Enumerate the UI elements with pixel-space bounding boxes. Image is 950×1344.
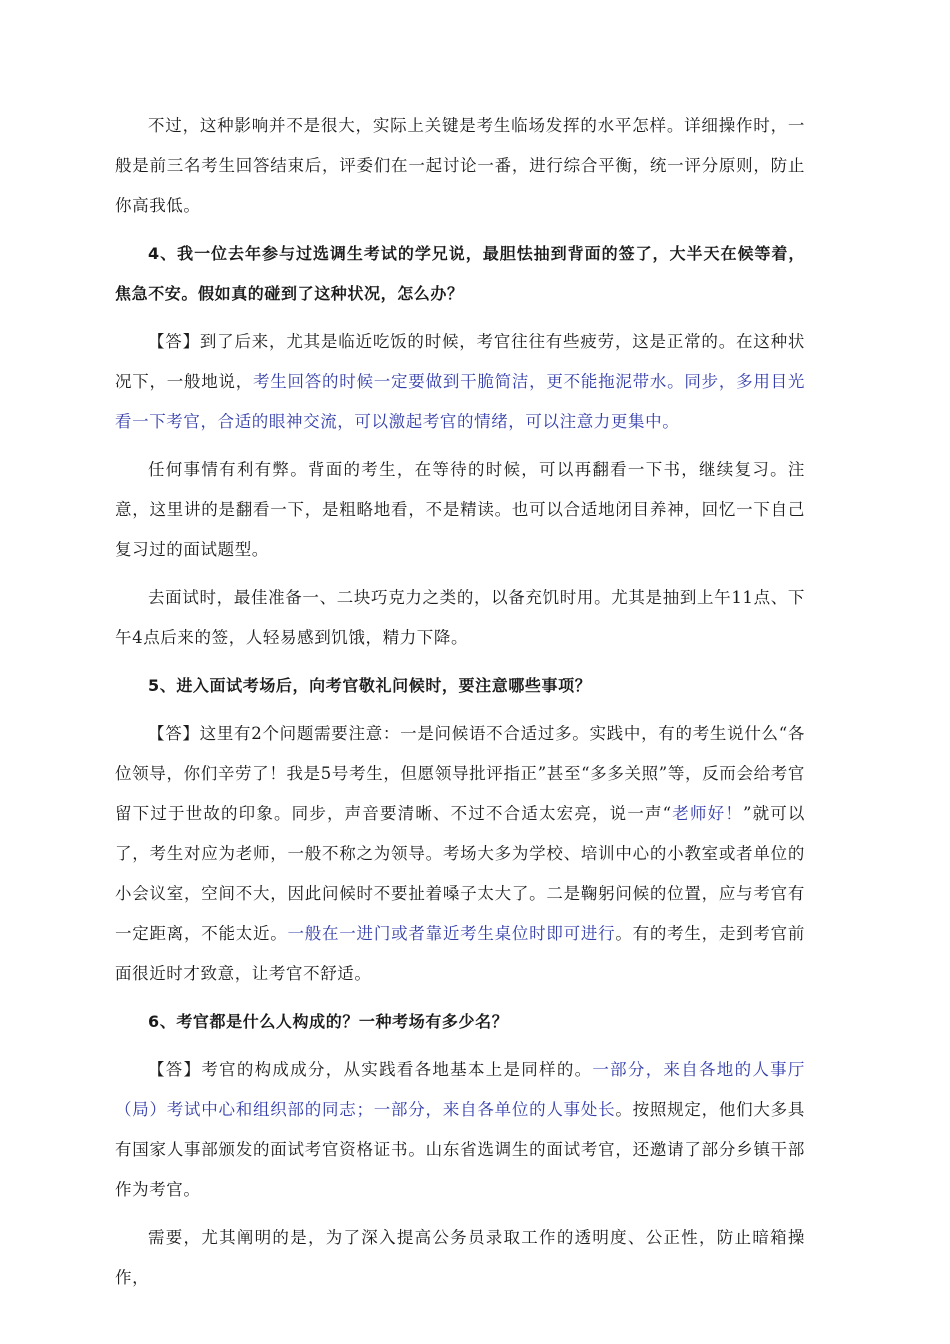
text-segment: 不过，这种影响并不是很大，实际上关键是考生临场发挥的水平怎样。详细操作时，一般是前三名考生回答结束后，评委们在一起讨论一番，进行综合平衡，统一评分原则，防止你高我低。 <box>115 116 805 215</box>
text-segment: 【答】这里有2个问题需要注意：一是问候语不合适过多。实践中，有的考生说什么“各位领导，你们辛劳了！我是5号考生，但愿领导批评指正”甚至“多多关照”等，反而会给考官留下过于世故的印象。同步，声音要清晰、不过不合适太宏亮，说一声“ <box>115 724 805 823</box>
text-segment: 去面试时，最佳准备一、二块巧克力之类的，以备充饥时用。尤其是抽到上午11点、下午4点后来的签，人轻易感到饥饿，精力下降。 <box>115 588 805 647</box>
highlighted-text: 一般在一进门或者靠近考生桌位时即可进行 <box>287 924 616 943</box>
answer-4 <box>115 322 805 442</box>
paragraph-chocolate <box>115 578 805 658</box>
highlighted-text: 一部分，来自各地的人事厅（局）考试中心和组织部的同志；一部分，来自各单位的人事处长 <box>115 1060 805 1119</box>
highlighted-text: 老师好！ <box>671 804 743 823</box>
text-segment: 任何事情有利有弊。背面的考生，在等待的时候，可以再翻看一下书，继续复习。注意，这里讲的是翻看一下，是粗略地看，不是精读。也可以合适地闭目养神，回忆一下自己复习过的面试题型。 <box>115 460 805 559</box>
text-segment: 【答】考官的构成成分，从实践看各地基本上是同样的。 <box>148 1060 593 1079</box>
paragraph-pros-cons <box>115 450 805 570</box>
answer-6 <box>115 1050 805 1210</box>
text-segment: 。按照规定，他们大多具有国家人事部颁发的面试考官资格证书。山东省选调生的面试考官，还邀请了部分乡镇干部作为考官。 <box>115 1100 805 1199</box>
text-segment: ”就可以了，考生对应为老师，一般不称之为领导。考场大多为学校、培训中心的小教室或者单位的小会议室，空间不大，因此问候时不要扯着嗓子太大了。二是鞠躬问候的位置，应与考官有一定距离，不能太近。 <box>115 804 806 943</box>
question-text: 4、我一位去年参与过选调生考试的学兄说，最胆怯抽到背面的签了，大半天在候等着，焦急不安。假如真的碰到了这种状况，怎么办？ <box>115 244 805 303</box>
paragraph-transparency <box>115 1218 805 1298</box>
question-text: 5、进入面试考场后，向考官敬礼问候时，要注意哪些事项？ <box>148 676 592 695</box>
highlighted-text: 考生回答的时候一定要做到干脆简洁，更不能拖泥带水。同步，多用目光看一下考官，合适的眼神交流，可以激起考官的情绪，可以注意力更集中。 <box>115 372 805 431</box>
document-page <box>115 106 805 1306</box>
text-segment: 需要，尤其阐明的是，为了深入提高公务员录取工作的透明度、公正性，防止暗箱操作， <box>115 1228 805 1287</box>
question-4 <box>115 234 805 314</box>
question-6 <box>115 1002 805 1042</box>
question-5 <box>115 666 805 706</box>
answer-5 <box>115 714 805 994</box>
text-segment: 。有的考生，走到考官前面很近时才致意，让考官不舒适。 <box>115 924 806 983</box>
paragraph-scoring-note <box>115 106 805 226</box>
question-text: 6、考官都是什么人构成的？一种考场有多少名？ <box>148 1012 509 1031</box>
text-segment: 【答】到了后来，尤其是临近吃饭的时候，考官往往有些疲劳，这是正常的。在这种状况下，一般地说， <box>115 332 805 391</box>
